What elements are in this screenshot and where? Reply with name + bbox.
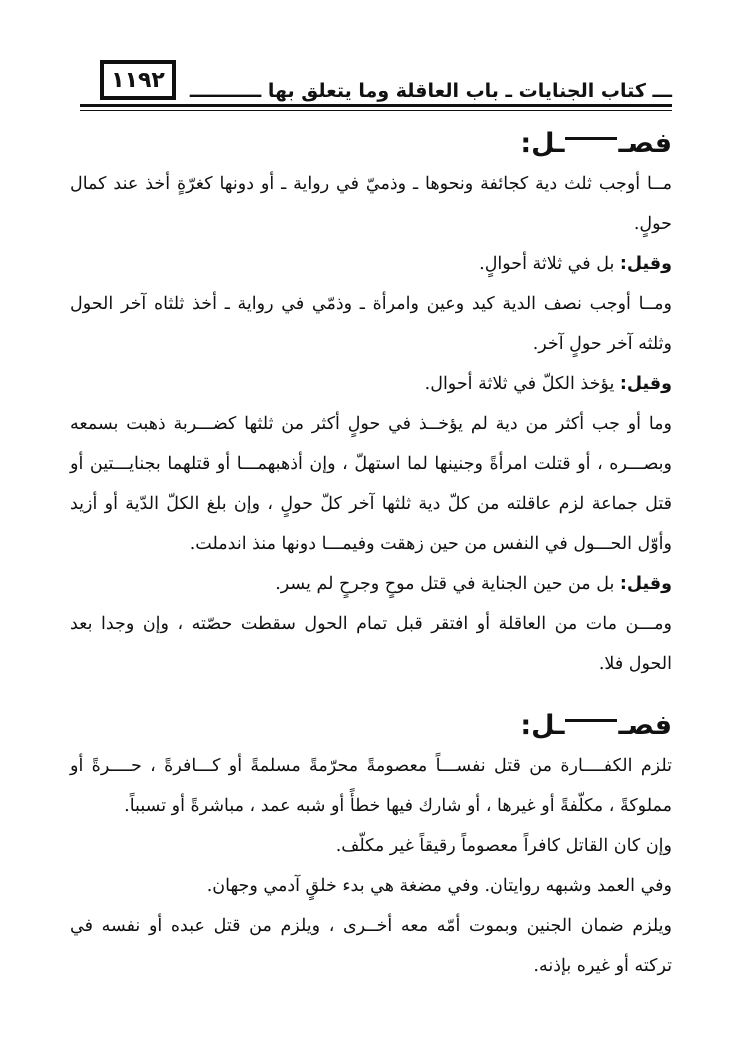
paragraph-text: وإن كان القاتل كافراً معصوماً رقيقاً غير مكلّف. (335, 836, 672, 856)
section-heading (70, 124, 672, 164)
paragraph-text: بل في ثلاثة أحوالٍ. (479, 254, 620, 274)
paragraph-text: ومــا أوجب نصف الدية كيد وعين وامرأة ـ وذمّي في رواية ـ أخذ ثلثاه آخر الحول وثلثه آخر حولٍ آخر. (70, 294, 672, 354)
section-heading-end: ـل: (520, 710, 565, 741)
paragraph-lead: وقيل: (619, 374, 672, 394)
paragraph-text: بل من حين الجناية في قتل موحٍ وجرحٍ لم يسر. (275, 574, 620, 594)
paragraph (70, 906, 672, 986)
section-heading-start: فصـ (618, 710, 672, 741)
page-body (70, 124, 672, 986)
section-heading-end: ـل: (520, 128, 565, 159)
paragraph (70, 604, 672, 684)
header-rule-thick (80, 104, 672, 107)
section-1 (70, 124, 672, 684)
paragraph (70, 244, 672, 284)
paragraph (70, 826, 672, 866)
running-title: ـــ كتاب الجنايات ـ باب العاقلة وما يتعلق بها ـــــــــــ (189, 80, 672, 102)
paragraph (70, 364, 672, 404)
heading-stretch (565, 719, 617, 722)
page-number: ١١٩٢ (111, 67, 165, 93)
paragraph (70, 866, 672, 906)
section-heading-start: فصـ (618, 128, 672, 159)
section-2 (70, 706, 672, 986)
header-rule-thin (80, 110, 672, 111)
paragraph-text: وما أو جب أكثر من دية لم يؤخــذ في حولٍ أكثر من ثلثها كضـــربة ذهبت بسمعه وبصـــره ، أو قتلت امرأةً وجنينها لما استهلّ ، وإن أذهبهمـــا أو قتلهما بجنايـــتين أو قتل جماعة لزم عاقلته من كلّ دية ثلثها آخر كلّ حولٍ ، وإن بلغ الكلّ الدّية أو أزيد وأوّل الحـــول في النفس من حين زهقت وفيمـــا دونها منذ اندملت. (70, 414, 672, 554)
section-heading (70, 706, 672, 746)
paragraph (70, 164, 672, 244)
paragraph-lead: وقيل: (619, 254, 672, 274)
section-gap (70, 684, 672, 706)
paragraph-text: مــا أوجب ثلث دية كجائفة ونحوها ـ وذميّ في رواية ـ أو دونها كغرّةٍ أخذ عند كمال حولٍ. (70, 174, 672, 234)
paragraph-text: وفي العمد وشبهه روايتان. وفي مضغة هي بدء خلقٍ آدمي وجهان. (206, 876, 672, 896)
paragraph (70, 284, 672, 364)
heading-stretch (565, 137, 617, 140)
paragraph-text: ومـــن مات من العاقلة أو افتقر قبل تمام الحول سقطت حصّته ، وإن وجدا بعد الحول فلا. (70, 614, 672, 674)
paragraph-text: يؤخذ الكلّ في ثلاثة أحوال. (424, 374, 620, 394)
paragraph (70, 404, 672, 564)
paragraph-lead: وقيل: (619, 574, 672, 594)
paragraph (70, 564, 672, 604)
paragraph-text: ويلزم ضمان الجنين وبموت أمّه معه أخــرى ، ويلزم من قتل عبده أو نفسه في تركته أو غيره بإذنه. (70, 916, 672, 976)
paragraph-text: تلزم الكفــــارة من قتل نفســـاً معصومةً محرّمةً مسلمةً أو كـــافرةً ، حــــرةً أو مملوكةً ، مكلّفةً أو غيرها ، أو شارك فيها خطأً أو شبه عمد ، مباشرةً أو تسبباً. (70, 756, 672, 816)
paragraph (70, 746, 672, 826)
page-number-box (100, 60, 176, 100)
